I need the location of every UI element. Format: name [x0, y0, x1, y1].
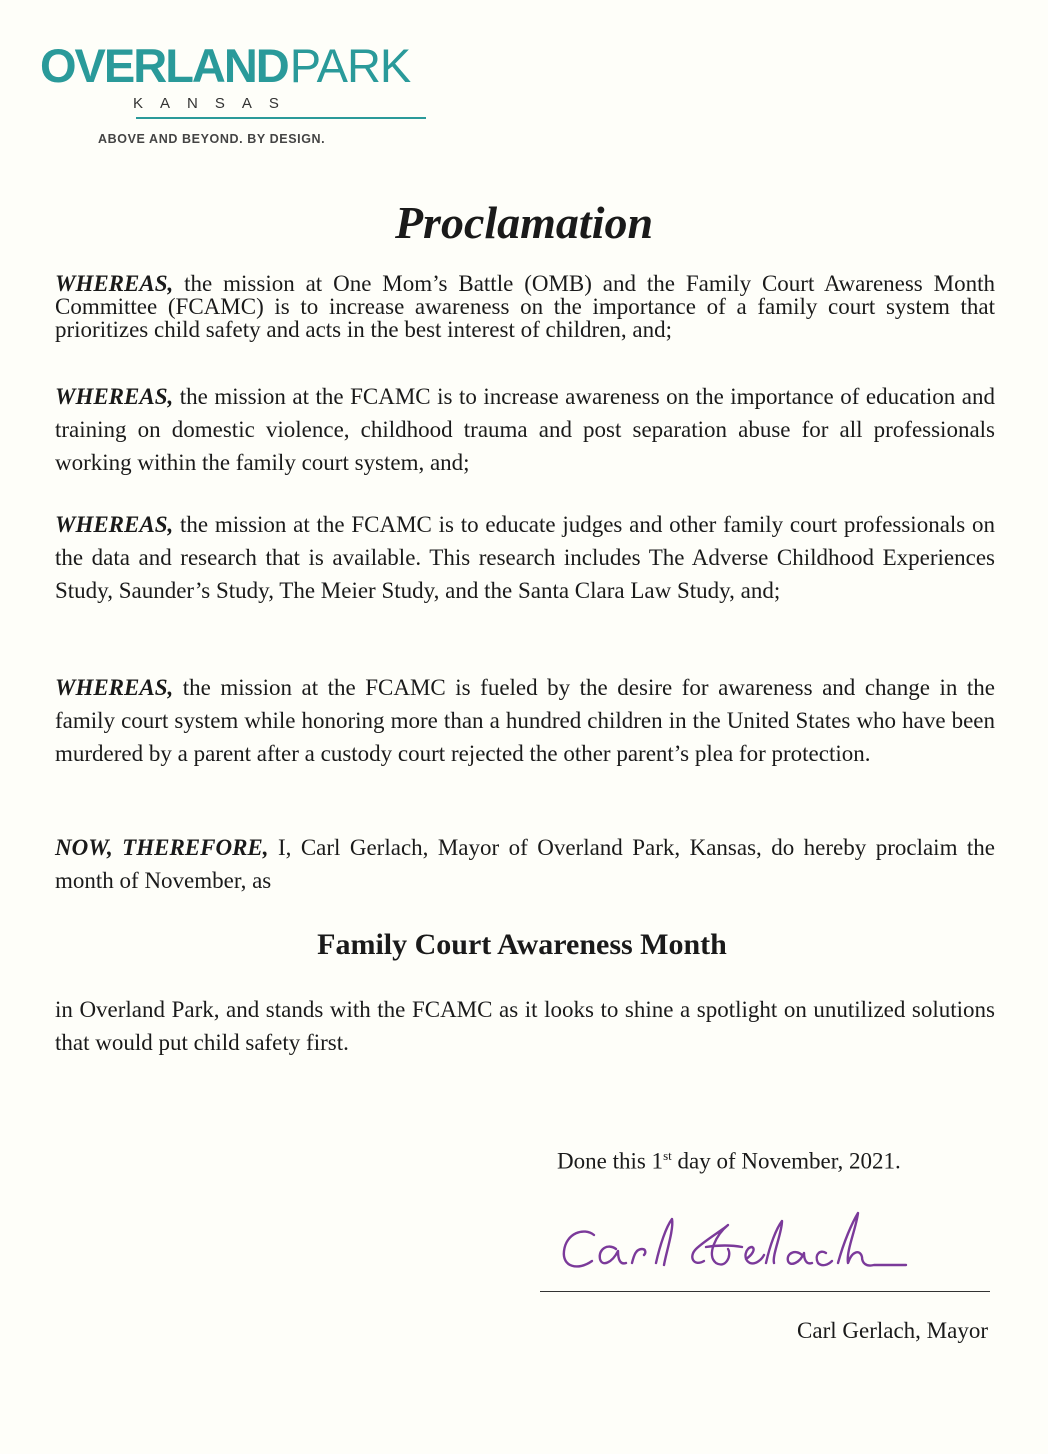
paragraph-text: the mission at the FCAMC is to educate judges and other family court professionals on the data and research that is available. This research includes The Adverse Childhood Experiences Study, Saunder’s Study, The Meier Study, and the Santa Clara Law Study, and;	[55, 512, 995, 603]
paragraph-lead: WHEREAS,	[55, 271, 174, 296]
paragraph-lead: WHEREAS,	[55, 384, 174, 409]
whereas-paragraph-2	[55, 380, 995, 479]
therefore-paragraph	[55, 831, 995, 897]
page-title: Proclamation	[394, 197, 654, 248]
paragraph-text: I, Carl Gerlach, Mayor of Overland Park, Kansas, do hereby proclaim the month of November, as	[55, 835, 996, 893]
paragraph-text: the mission at the FCAMC is fueled by the desire for awareness and change in the family court system while honoring more than a hundred children in the United States who have been murdered by a parent after a custody court rejected the other parent’s plea for protection.	[55, 675, 995, 766]
closing-paragraph: in Overland Park, and stands with the FCAMC as it looks to shine a spotlight on unutilized solutions that would put child safety first.	[55, 997, 995, 1055]
paragraph-lead: WHEREAS,	[55, 512, 174, 537]
mayor-signature	[556, 1205, 916, 1285]
date-prefix: Done this 1	[557, 1148, 664, 1174]
city-logo	[40, 40, 440, 146]
paragraph-text: the mission at One Mom’s Battle (OMB) and the Family Court Awareness Month Committee (FCAMC) is to increase awareness on the importance of a family court system that prioritizes child safety and acts in the best interest of children, and;	[55, 271, 995, 342]
paragraph-lead: WHEREAS,	[55, 675, 174, 700]
paragraph-lead: NOW, THEREFORE,	[55, 835, 269, 860]
logo-wordmark	[40, 40, 440, 92]
paragraph-text: the mission at the FCAMC is to increase awareness on the importance of education and training on domestic violence, childhood trauma and post separation abuse for all professionals working within the family court system, and;	[55, 384, 995, 475]
date-suffix: day of November, 2021.	[671, 1148, 901, 1174]
date-ordinal: st	[663, 1148, 672, 1163]
logo-name-part1: OVERLAND	[40, 39, 288, 92]
logo-tagline: ABOVE AND BEYOND. BY DESIGN.	[98, 132, 326, 146]
signature-line	[540, 1291, 990, 1292]
signature-strokes	[564, 1213, 906, 1266]
logo-divider	[136, 117, 426, 119]
whereas-paragraph-3	[55, 508, 995, 607]
date-line	[557, 1148, 901, 1175]
whereas-paragraph-1	[55, 272, 995, 341]
proclaimed-month-heading: Family Court Awareness Month	[317, 928, 727, 961]
logo-name-part2: PARK	[289, 39, 411, 92]
logo-state: KANSAS	[133, 95, 296, 112]
signer-name: Carl Gerlach, Mayor	[797, 1318, 988, 1343]
whereas-paragraph-4	[55, 671, 995, 770]
